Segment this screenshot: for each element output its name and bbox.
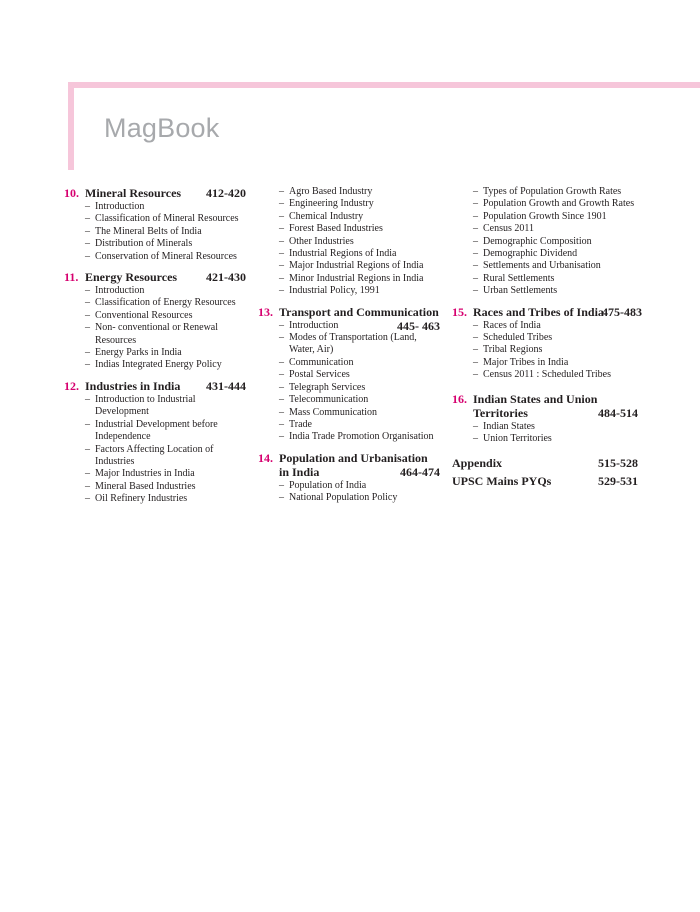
section-title-line-1: Indian States and Union [473, 391, 598, 406]
topic-list [452, 186, 636, 298]
toc-section-12 [64, 379, 248, 506]
section-pages: 445- 463 [397, 318, 440, 333]
section-pages: 484-514 [598, 405, 638, 420]
list-item: – Mass Communication [279, 406, 378, 418]
list-item: – Major Industries in India [85, 468, 195, 480]
list-item: – Rural Settlements [473, 272, 555, 284]
toc-section-14-continued [452, 186, 636, 298]
section-title: Races and Tribes of India [473, 304, 604, 319]
list-item: – Major Tribes in India [473, 356, 569, 368]
list-item: – Types of Population Growth Rates [473, 186, 622, 197]
section-number: 11. [64, 270, 79, 285]
appendix-pages: 515-528 [598, 455, 638, 470]
list-item: – Conventional Resources [85, 309, 193, 321]
brand-title: MagBook [104, 113, 220, 143]
section-pages: 412-420 [206, 186, 246, 200]
section-number: 13. [258, 304, 273, 319]
section-pages: 475-483 [602, 304, 642, 319]
toc-section-14 [258, 451, 442, 505]
section-number: 15. [452, 304, 467, 319]
list-item: – Settlements and Urbanisation [473, 260, 601, 272]
appendix-title: Appendix [452, 455, 503, 470]
toc-section-13 [258, 305, 442, 444]
list-item: – Other Industries [279, 235, 354, 247]
list-item: – Census 2011 : Scheduled Tribes [473, 369, 611, 381]
section-title: Mineral Resources [85, 186, 182, 200]
list-item: – Agro Based Industry [279, 186, 373, 197]
toc-column-1 [64, 186, 248, 513]
topic-list [258, 480, 442, 505]
topic-list [258, 320, 442, 444]
toc-section-16 [452, 392, 636, 446]
list-item: – Tribal Regions [473, 344, 543, 356]
section-number: 12. [64, 378, 79, 393]
pyqs-title: UPSC Mains PYQs [452, 473, 552, 488]
list-item: – National Population Policy [279, 492, 398, 504]
toc-upsc-mains-pyqs[interactable] [452, 474, 636, 488]
list-item: – Minor Industrial Regions in India [279, 272, 424, 284]
pyqs-pages: 529-531 [598, 473, 638, 488]
list-item: – Introduction to Industrial Development [85, 393, 196, 418]
section-heading[interactable] [64, 186, 248, 200]
list-item: – Industrial Policy, 1991 [279, 285, 380, 297]
section-heading[interactable] [452, 304, 642, 319]
topic-list [452, 421, 636, 446]
list-item: – Introduction [85, 201, 145, 212]
section-heading[interactable] [64, 270, 248, 284]
list-item: – Conservation of Mineral Resources [85, 250, 237, 262]
list-item: – Energy Parks in India [85, 347, 182, 359]
topic-list [258, 186, 442, 298]
section-heading[interactable] [258, 305, 442, 319]
list-item: – Non- conventional or Renewal Resources [85, 322, 219, 346]
list-item: – Chemical Industry [279, 210, 364, 222]
list-item: – Introduction [85, 285, 145, 297]
list-item: – Forest Based Industries [279, 223, 383, 235]
list-item: – Indias Integrated Energy Policy [85, 359, 222, 371]
list-item: – Factors Affecting Location of Industries [85, 443, 214, 467]
list-item: – Races of India [473, 319, 541, 331]
topic-list [64, 201, 248, 263]
topic-list [452, 320, 636, 382]
section-title: Transport and Communication [279, 304, 439, 319]
toc-section-15 [452, 304, 642, 382]
header-bar [68, 82, 700, 88]
toc-column-3 [452, 186, 642, 492]
list-item: – Telegraph Services [279, 381, 366, 393]
list-item: – Classification of Mineral Resources [85, 213, 239, 225]
list-item: – Demographic Dividend [473, 248, 578, 260]
list-item: – Urban Settlements [473, 285, 558, 297]
section-title-line-2: in India [279, 464, 320, 479]
section-number: 10. [64, 186, 79, 200]
list-item: – Indian States [473, 420, 535, 432]
toc-section-11 [64, 270, 248, 372]
section-title-line-2: Territories [473, 405, 528, 420]
list-item: – Industrial Development before Independence [85, 418, 218, 443]
section-heading[interactable] [64, 379, 248, 393]
list-item: – Introduction 445- 463 [279, 318, 440, 333]
list-item: – India Trade Promotion Organisation [279, 431, 434, 443]
list-item: – Population Growth Since 1901 [473, 210, 607, 222]
list-item: – Population Growth and Growth Rates [473, 198, 635, 210]
header-vertical-bar [68, 82, 74, 170]
list-item: – Classification of Energy Resources [85, 297, 236, 309]
section-heading[interactable] [258, 451, 442, 479]
section-pages: 431-444 [206, 378, 246, 393]
topic-list [64, 394, 248, 506]
list-item: – Union Territories [473, 433, 552, 445]
section-number: 16. [452, 391, 467, 406]
list-item: – Industrial Regions of India [279, 248, 397, 260]
section-title: Energy Resources [85, 270, 178, 285]
list-item: – Trade [279, 418, 312, 430]
toc-column-2 [258, 186, 442, 512]
list-item: – Engineering Industry [279, 198, 374, 210]
toc-appendix[interactable] [452, 456, 636, 470]
section-number: 14. [258, 450, 273, 465]
list-item: – Population of India [279, 479, 367, 491]
section-title: Industries in India [85, 378, 181, 393]
list-item: – Census 2011 [473, 223, 535, 235]
list-item: – Communication [279, 356, 354, 368]
section-pages: 464-474 [400, 464, 440, 479]
list-item: – Modes of Transportation (Land, Water, Air) [279, 332, 417, 356]
list-item: – Postal Services [279, 369, 350, 381]
section-pages: 421-430 [206, 270, 246, 285]
list-item: – Demographic Composition [473, 235, 592, 247]
section-heading[interactable] [452, 392, 636, 420]
list-item: – Scheduled Tribes [473, 332, 553, 344]
list-item: – Major Industrial Regions of India [279, 260, 424, 272]
list-item: – Mineral Based Industries [85, 480, 196, 492]
section-title-line-1: Population and Urbanisation [279, 450, 428, 465]
list-item: – Oil Refinery Industries [85, 493, 188, 505]
toc-section-12-continued [258, 186, 442, 298]
list-item: – Telecommunication [279, 394, 369, 406]
list-item: – Distribution of Minerals [85, 238, 193, 250]
toc-section-10 [64, 186, 248, 263]
list-item: – The Mineral Belts of India [85, 225, 202, 237]
topic-list [64, 285, 248, 372]
